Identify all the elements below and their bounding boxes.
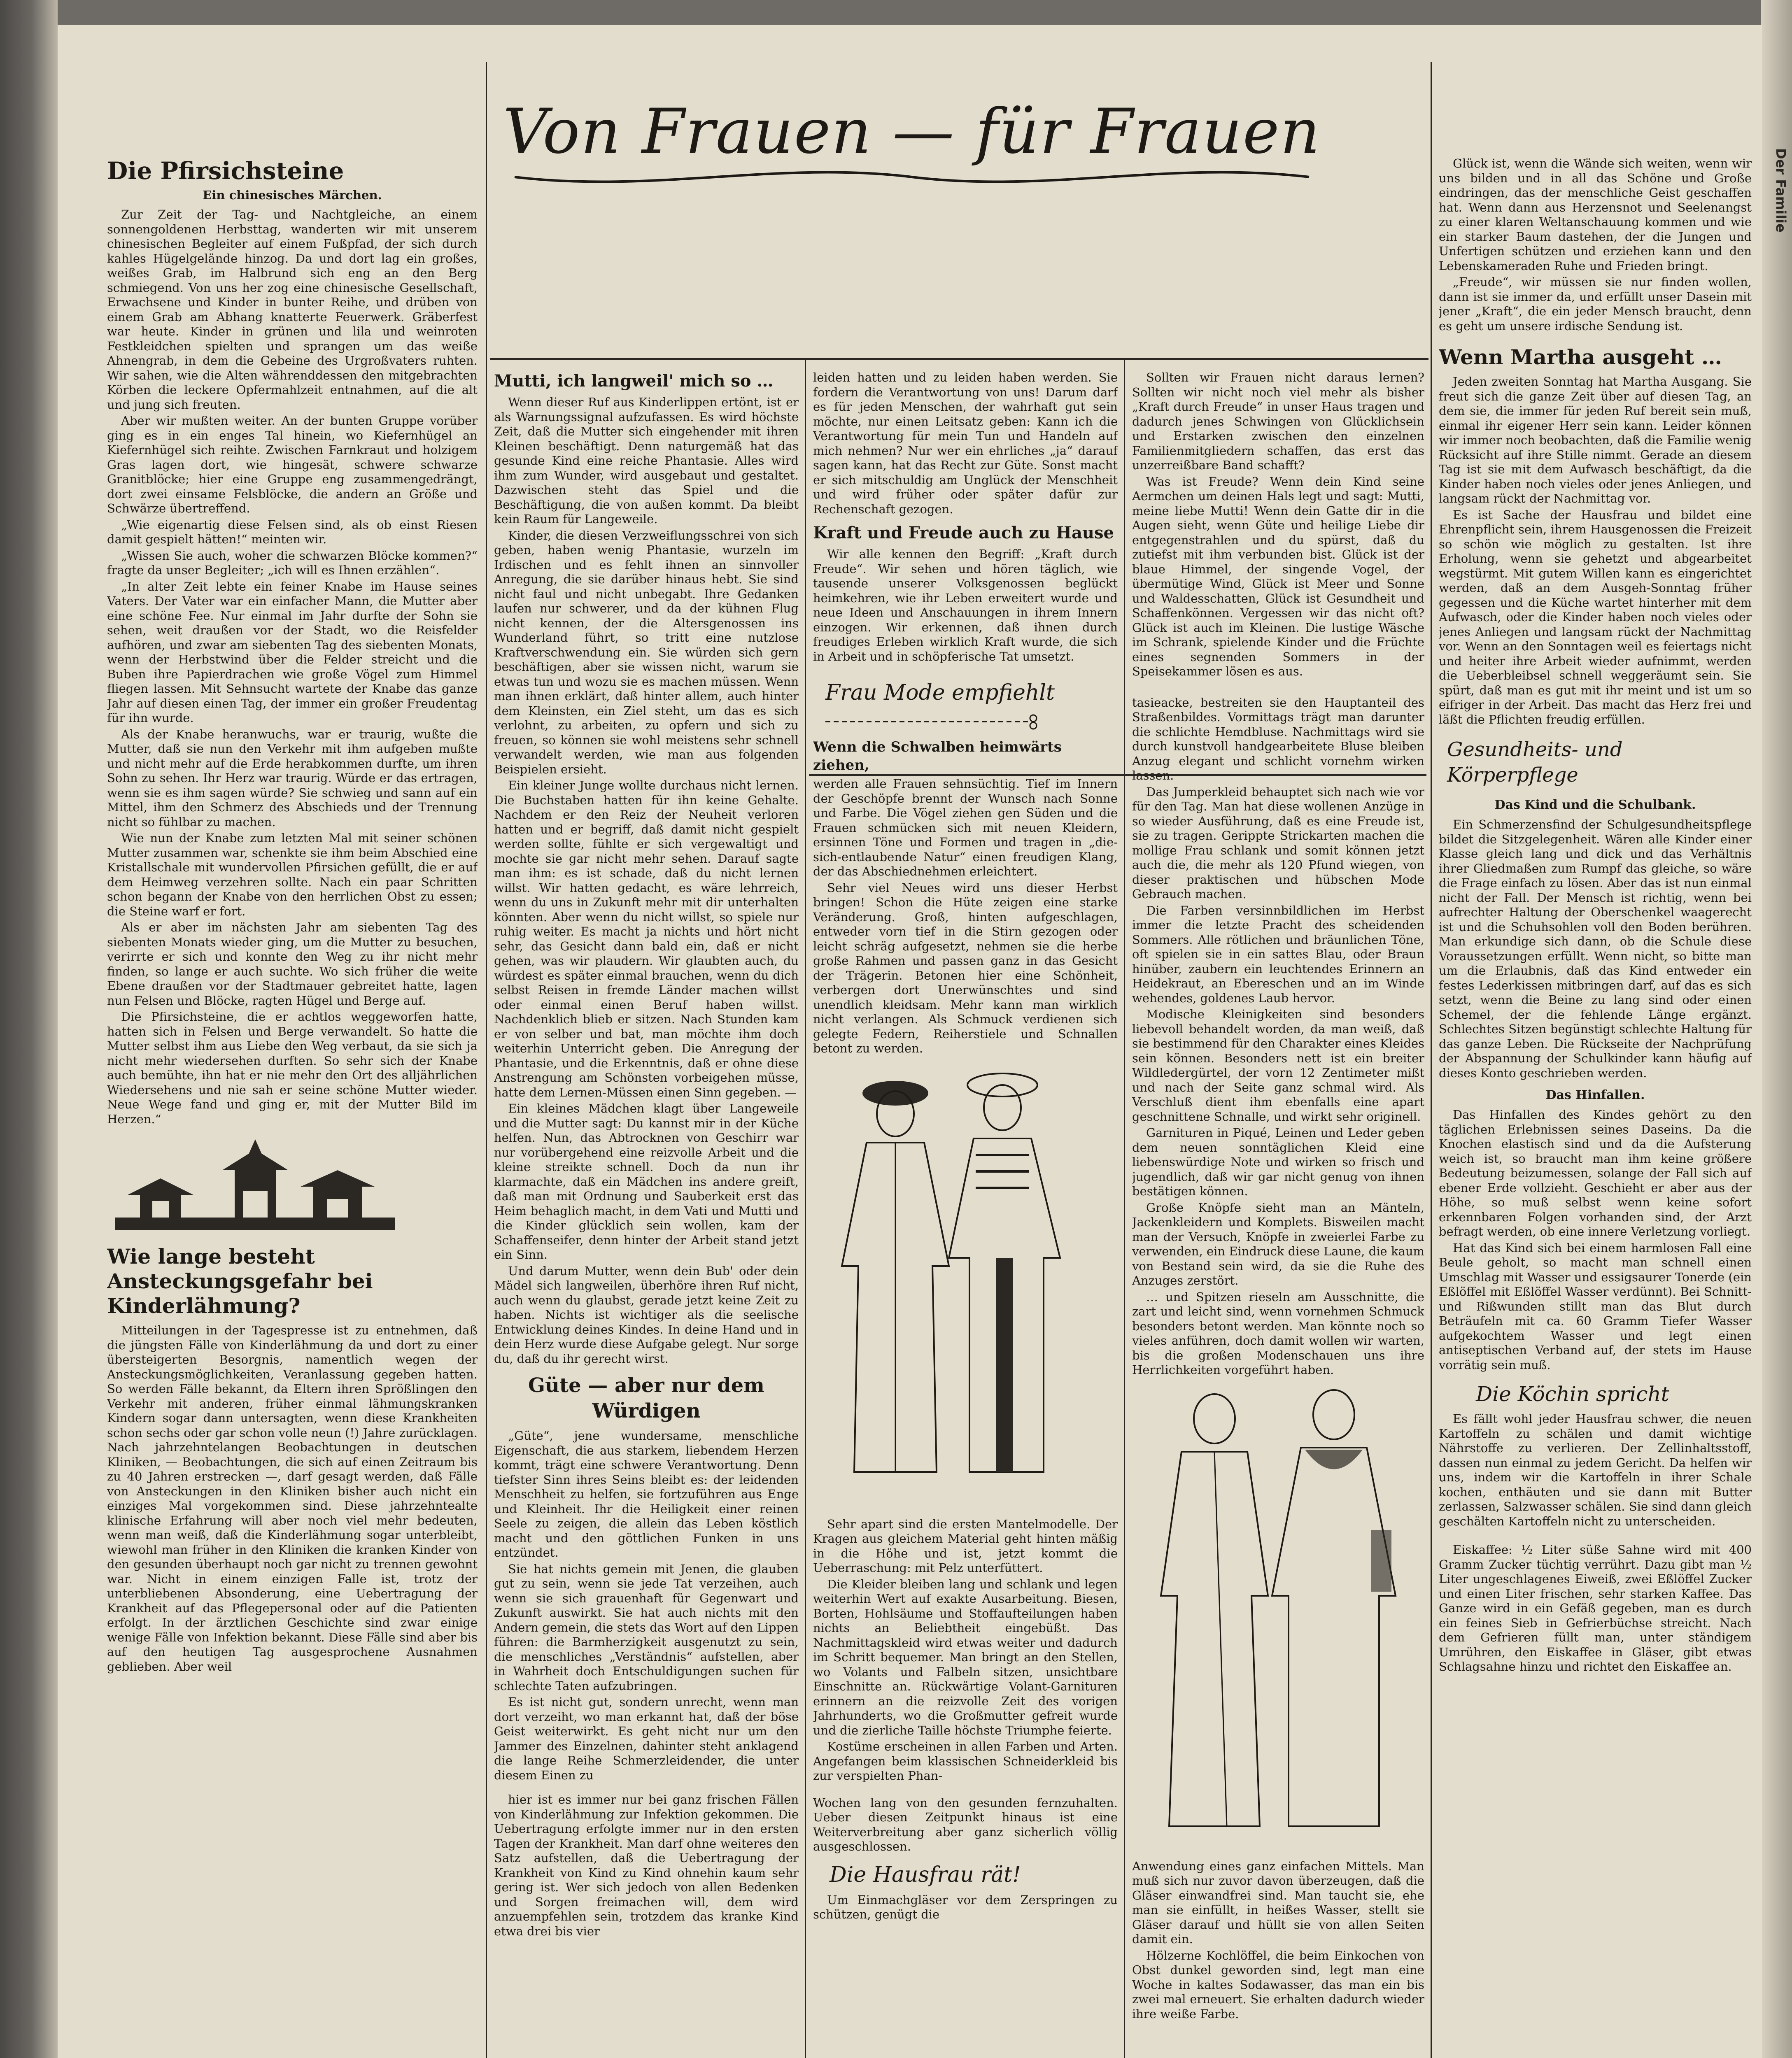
paragraph: „Güte“, jene wundersame, menschliche Eigenschaft, die aus starkem, liebendem Herzen kommt, trägt eine schwere Verantwortung. Denn tiefster Sinn ihres Seins bleibt es: der leidenden Menschheit zu helfen, sie fortzuführen aus Enge und Kleinheit. Ihr die Heiligkeit einer reinen Seele zu zeigen, die allein das Leben köstlich macht und den göttlichen Funken in uns entzündet.	[494, 1429, 799, 1560]
ornament-label: Gesundheits- und Körperpflege	[1447, 738, 1623, 787]
article-title: Mutti, ich langweil' mich so …	[494, 371, 774, 391]
paragraph: … und Spitzen rieseln am Ausschnitte, die zart und leicht sind, wenn vornehmen Schmuck besonders betont werden. Man könnte noch so vieles anführen, doch damit wollen wir warten, bis die großen Modenschauen uns ihre Herrlichkeiten vorgeführt haben.	[1132, 1290, 1424, 1377]
paragraph: Es ist Sache der Hausfrau und bildet eine Ehrenpflicht sein, ihrem Hausgenossen die Freizeit so schön wie möglich zu gestalten. Ist ihre Erholung, wenn sie gehetzt und abgearbeitet wegstürmt. Mit gutem Willen kann es eingerichtet werden, daß an dem Ausgeh-Sonntag früher gegessen und die Küche wartet hinterher mit dem Aufwasch, oder die Kinder haben noch vieles oder jenes Anliegen und langsam rückt der Nachmittag vor. Wenn an den Sonntagen weil es feiertags nicht und heiter ihre Arbeit wieder aufnimmt, werden die Ueberbleibsel schnell weggeräumt sein. Sie spürt, daß man es gut mit ihr meint und ist um so eifriger in der Arbeit. Das macht das Herz frei und läßt die Pflichten freudig erfüllen.	[1439, 508, 1752, 726]
paragraph: Hat das Kind sich bei einem harmlosen Fall eine Beule geholt, so macht man schnell einen Umschlag mit Wasser und essigsaurer Tonerde (ein Eßlöffel mit Eßlöffel Wasser verdünnt). Bei Schnitt- und Rißwunden stillt man das Blut durch Beträufeln mit ca. 60 Gramm Tiefer Wasser aufgekochtem Wasser und legt einen antiseptischen Verband auf, der stets im Hause vorrätig sein muß.	[1439, 1241, 1752, 1372]
article-title: Güte — aber nur dem Würdigen	[528, 1374, 764, 1422]
paragraph: Wir alle kennen den Begriff: „Kraft durch Freude“. Wir sehen und hören täglich, wie tausende unserer Volksgenossen beglückt heimkehren, wie ihr Leben erweitert wurde und neue Ideen und Anschauungen in ihrem Innern einzogen. Wir erkennen, daß ihnen durch freudiges Erleben wirklich Kraft wurde, die sich in Arbeit und in schöpferische Tat umsetzt.	[813, 547, 1118, 663]
column-4	[1132, 370, 1424, 2058]
fashion-illustration-coats	[1132, 1382, 1424, 1847]
paragraph: Was ist Freude? Wenn dein Kind seine Aermchen um deinen Hals legt und sagt: Mutti, meine liebe Mutti! Wenn dein Gatte dir in die Augen sieht, wenn Güte und heilige Liebe dir entgegenstrahlen und du spürst, daß du zutiefst mit ihm verbunden bist. Glück ist der blaue Himmel, der singende Vogel, der übermütige Wind, Glück ist Meer und Sonne und Waldesschatten, Glück ist Gesundheit und Schaffenkönnen. Vergessen wir das nicht oft? Glück ist auch im Kleinen. Die lustige Wäsche im Schrank, spielende Kinder und die Früchte eines segnenden Sommers in der Speisekammer lösen es aus.	[1132, 474, 1424, 678]
paragraph: werden alle Frauen sehnsüchtig. Tief im Innern der Geschöpfe brennt der Wunsch nach Sonne und Farbe. Die Vögel ziehen gen Süden und die Frauen schmücken sich mit neuen Kleidern, ersinnen Töne und Formen und tragen in „die-sich-entlaubende Natur“ einen freudigen Klang, der das Abschiednehmen erleichtert.	[813, 777, 1118, 878]
article-title: Wenn die Schwalben heimwärts ziehen,	[813, 739, 1062, 773]
column-5	[1439, 156, 1752, 2058]
paragraph: Sehr viel Neues wird uns dieser Herbst bringen! Schon die Hüte zeigen eine starke Veränderung. Groß, hinten aufgeschlagen, entweder vorn tief in die Stirn gezogen oder leicht schräg aufgesetzt, nehmen sie die herbe große Rahmen und passen ganz in das Gesicht der Trägerin. Betonen hier eine Schönheit, verbergen dort Unerwünschtes und sind unendlich kleidsam. Mehr kann man wirklich nicht verlangen. Als Schmuck verdienen sich gelegte Federn, Reiherstiele und Schnallen betont zu werden.	[813, 880, 1118, 1055]
paragraph: „Freude“, wir müssen sie nur finden wollen, dann ist sie immer da, und erfüllt unser Dasein mit jener „Kraft“, die ein jeder Mensch braucht, denn es geht um unsere irdische Sendung ist.	[1439, 275, 1752, 333]
right-margin-text: Der Familie	[1773, 148, 1789, 233]
column-rule	[1431, 62, 1432, 2058]
paragraph: Wie nun der Knabe zum letzten Mal mit seiner schönen Mutter zusammen war, schenkte sie ihm beim Abschied eine Kristallschale mit wundervollen Pfirsichen gefüllt, die er auf dem Heimweg verzehren sollte. Nach ein paar Schritten schon begann der Knabe von den herrlichen Obst zu essen; die Steine warf er fort.	[107, 831, 478, 918]
column-rule	[486, 62, 487, 2058]
article-title: Die Pfirsichsteine	[107, 157, 344, 185]
ornament-label: Die Hausfrau rät!	[830, 1862, 1021, 1887]
paragraph: Glück ist, wenn die Wände sich weiten, wenn wir uns bilden und in all das Schöne und Große eindringen, das der menschliche Geist geschaffen hat. Wenn dann aus Herzensnot und Seelenangst zu einer klaren Weltanschauung kommen und wie ein starker Baum dastehen, der die Jungen und Unfertigen schützen und erziehen kann und den Lebenskameraden Ruhe und Frieden bringt.	[1439, 156, 1752, 273]
article-title: Wenn Martha ausgeht …	[1439, 345, 1722, 369]
paragraph: „Wissen Sie auch, woher die schwarzen Blöcke kommen?“ fragte da unser Begleiter; „ich will es Ihnen erzählen“.	[107, 548, 478, 577]
article-subtitle: Das Kind und die Schulbank.	[1494, 798, 1696, 812]
article-subtitle: Das Hinfallen.	[1545, 1088, 1645, 1102]
banner-flourish	[490, 165, 1334, 189]
ornament-label: Frau Mode empfiehlt	[825, 680, 1055, 705]
paragraph: Es fällt wohl jeder Hausfrau schwer, die neuen Kartoffeln zu schälen und damit wichtige Nährstoffe zu verlieren. Der Zellinhaltsstoff, dassen nun einmal zu jedem Gericht. Da helfen wir uns, indem wir die Kartoffeln in ihrer Schale kochen, enthäuten und sie dann mit Butter zerlassen, Salzwasser schälen. Sie sind dann gleich geschälten Kartoffeln nicht zu unterscheiden.	[1439, 1412, 1752, 1528]
paragraph: tasieacke, bestreiten sie den Hauptanteil des Straßenbildes. Vormittags trägt man darunter die schlichte Hemdbluse. Nachmittags wird sie durch kunstvoll handgearbeitete Bluse bleiben Anzug elegant und schlicht vornehm wirken lassen.	[1132, 695, 1424, 782]
health-ornament	[1447, 737, 1752, 790]
fashion-ornament	[825, 680, 1118, 734]
column-2	[494, 370, 799, 2058]
paragraph: Kostüme erscheinen in allen Farben und Arten. Angefangen beim klassischen Schneiderkleid bis zur verspielten Phan-	[813, 1739, 1118, 1783]
paragraph: Es ist nicht gut, sondern unrecht, wenn man dort verzeiht, wo man erkannt hat, daß der böse Geist weiterwirkt. Es geht nicht nur um den Jammer des Einzelnen, dahinter steht anklagend die lange Reihe Schmerzleidender, die unter diesem Einen zu	[494, 1695, 799, 1782]
page-stack-edge	[1761, 0, 1792, 2058]
paragraph: Die Kleider bleiben lang und schlank und legen weiterhin Wert auf exakte Ausarbeitung. Biesen, Borten, Hohlsäume und Stoffaufteilungen haben nichts an Beliebtheit eingebüßt. Das Nachmittagskleid wird etwas weiter und dadurch im Schritt bequemer. Man bringt an den Stellen, wo Volants und Falbeln sitzen, unsichtbare Einschnitte an. Rückwärtige Volant-Garnituren erinnern an die reizvolle Zeit des vorigen Jahrhunderts, wo die Großmutter gefreit wurde und die zierliche Taille höchste Triumphe feierte.	[813, 1577, 1118, 1737]
housewife-ornament	[830, 1862, 1118, 1887]
paragraph: Eiskaffee: ½ Liter süße Sahne wird mit 400 Gramm Zucker tüchtig verrührt. Dazu gibt man ½ Liter ungeschlagenes Eiweiß, zwei Eßlöffel Zucker und einen Liter frischen, sehr starken Kaffee. Das Ganze wird in ein Gefäß gegeben, man es durch ein feines Sieb in Gefrierbüchse streicht. Nach dem Gefrieren füllt man, unter ständigem Umrühren, den Eiskaffee in Gläser, gibt etwas Schlagsahne hinzu und richtet den Eiskaffee an.	[1439, 1543, 1752, 1674]
pagoda-illustration	[115, 1133, 395, 1236]
paragraph: Anwendung eines ganz einfachen Mittels. Man muß sich nur zuvor davon überzeugen, daß die Gläser einwandfrei sind. Man taucht sie, ehe man sie einfüllt, in heißes Wasser, stellt sie Gläser darauf und hüllt sie von allen Seiten damit ein.	[1132, 1859, 1424, 1946]
paragraph: Als er aber im nächsten Jahr am siebenten Tag des siebenten Monats wieder ging, um die Mutter zu besuchen, verirrte er sich und konnte den Weg zu ihr nicht mehr finden, so lange er auch suchte. Wo sich früher die weite Ebene draußen vor der Stadtmauer gebreitet hatte, lagen nun Felsen und Blöcke, ragten Hügel und Berge auf.	[107, 920, 478, 1008]
paragraph: Ein Schmerzensfind der Schulgesundheitspflege bildet die Sitzgelegenheit. Wären alle Kinder einer Klasse gleich lang und dick und das Verhältnis ihrer Gliedmaßen zum Rumpf das gleiche, so wäre die Frage einfach zu lösen. Aber das ist nun einmal nicht der Fall. Der Mensch ist richtig, wenn bei aufrechter Haltung der Oberschenkel waagerecht ist und die Schuhsohlen voll den Boden berühren. Man erkundige sich dann, ob die Schule diese Voraussetzungen erfüllt. Wenn nicht, so bitte man um die Erlaubnis, daß das Kind entweder ein festes Lederkissen mitbringen darf, auf das es sich setzt, wenn die Beine zu lang sind oder einen Schemel, der die fehlende Länge ergänzt. Schlechtes Sitzen begünstigt schlechte Haltung für das ganze Leben. Die Rückseite der Nachprüfung der Abspannung der Schulkinder kann häufig auf dieses Konto geschrieben werden.	[1439, 817, 1752, 1080]
paragraph: Die Farben versinnbildlichen im Herbst immer die letzte Pracht des scheidenden Sommers. Alle rötlichen und bräunlichen Töne, oft spielen sie in ein sattes Blau, oder Braun hinüber, zaubern ein leuchtendes Erinnern an Heidekraut, an Ebereschen und an im Winde wehendes, goldenes Laub hervor.	[1132, 903, 1424, 1005]
paragraph: Das Jumperkleid behauptet sich nach wie vor für den Tag. Man hat diese wollenen Anzüge in so wieder Ausführung, daß es eine Freude ist, sie zu tragen. Gerippte Strickarten machen die mollige Frau schlank und somit können jetzt auch die, die mehr als 120 Pfund wiegen, von dieser praktischen und hübschen Mode Gebrauch machen.	[1132, 785, 1424, 901]
paragraph: Kinder, die diesen Verzweiflungsschrei von sich geben, haben wenig Phantasie, wurzeln im Irdischen und es fehlt ihnen an sinnvoller Anregung, die sie darüber hinaus hebt. Sie sind nicht faul und nicht unbegabt. Ihre Gedanken laufen nur schwerer, und da der kühnen Flug nicht kennen, der die Altersgenossen ins Wunderland führt, so tritt eine nutzlose Kraftverschwendung ein. Sie würden sich gern beschäftigen, aber sie wissen nicht, warum sie etwas tun und wozu sie es machen müssen. Wenn man ihnen erklärt, daß hinter allem, auch hinter dem Kleinsten, ein Ziel steht, um das es sich verlohnt, zu arbeiten, zu opfern und sich zu freuen, so können sie wohl meistens sehr schnell verwandelt werden, wie man aus folgenden Beispielen ersieht.	[494, 528, 799, 776]
book-binding-edge	[0, 0, 58, 2058]
paragraph: Sehr apart sind die ersten Mantelmodelle. Der Kragen aus gleichem Material geht hinten mäßig in die Höhe und ist, jetzt kommt die Ueberraschung: mit Pelz unterfüttert.	[813, 1517, 1118, 1575]
paragraph: „In alter Zeit lebte ein feiner Knabe im Hause seines Vaters. Der Vater war ein einfacher Mann, die Mutter aber eine schöne Fee. Nur einmal im Jahr durfte der Sohn sie sehen, weit draußen vor der Stadt, wo die Reisfelder aufhören, und zwar am siebenten Tag des siebenten Monats, wenn der Herbstwind über die Felder streicht und die Buben ihre Papierdrachen wie große Vögel zum Himmel fliegen lassen. Mit Sehnsucht wartete der Knabe das ganze Jahr auf diesen einen Tag, der immer ein großer Freudentag für ihn wurde.	[107, 579, 478, 725]
banner-title-text: Von Frauen — für Frauen	[503, 96, 1321, 168]
paragraph: „Wie eigenartig diese Felsen sind, als ob einst Riesen damit gespielt hätten!“ meinten wir.	[107, 517, 478, 546]
newspaper-page	[58, 25, 1762, 2058]
paragraph: Jeden zweiten Sonntag hat Martha Ausgang. Sie freut sich die ganze Zeit über auf diesen Tag, an dem sie, die immer für jeden Ruf bereit sein muß, einmal ihr eigener Herr sein kann. Leider können wir immer noch beobachten, daß die Familie wenig Rücksicht auf ihre Stille nimmt. Gerade an diesem Tag ist sie mit dem Aufwasch beschäftigt, da die Kinder haben noch vieles oder jenes Anliegen, und langsam rückt der Nachmittag vor.	[1439, 375, 1752, 505]
banner-title	[490, 91, 1334, 189]
paragraph: Hölzerne Kochlöffel, die beim Einkochen von Obst dunkel geworden sind, legt man eine Woche in kaltes Sodawasser, das man ein bis zwei mal erneuert. Sie erhalten dadurch wieder ihre weiße Farbe.	[1132, 1948, 1424, 2021]
fashion-illustration-dresses	[813, 1060, 1118, 1513]
ornament-label: Die Köchin spricht	[1476, 1382, 1669, 1406]
column-1	[107, 156, 478, 2058]
paragraph: Das Hinfallen des Kindes gehört zu den täglichen Erlebnissen seines Daseins. Da die Knochen elastisch sind und da die Aufsterung weich ist, so braucht man ihm keine größere Bedeutung beizumessen, solange der Fall sich auf ebener Erde vollzieht. Geschieht er aber aus der Höhe, so muß selbst wenn keine sofort erkennbaren Folgen vorhanden sind, der Arzt befragt werden, ob eine innere Verletzung vorliegt.	[1439, 1108, 1752, 1239]
paragraph: hier ist es immer nur bei ganz frischen Fällen von Kinderlähmung zur Infektion gekommen. Die Uebertragung erfolgte immer nur in den ersten Tagen der Krankheit. Man darf ohne weiteres den Satz aufstellen, daß die Uebertragung der Krankheit von Kind zu Kind ohnehin kaum sehr gering ist. Wer sich jedoch von allen Bedenken und Sorgen freimachen will, dem wird anzuempfehlen sein, trotzdem das kranke Kind etwa drei bis vier	[494, 1793, 799, 1938]
paragraph: Sollten wir Frauen nicht daraus lernen? Sollten wir nicht noch viel mehr als bisher „Kraft durch Freude“ in unser Haus tragen und dadurch jenes Schwingen von Glücklichsein und Erstarken zwischen den einzelnen Familienmitgliedern schaffen, das erst das unzerreißbare Band schafft?	[1132, 370, 1424, 472]
paragraph: Zur Zeit der Tag- und Nachtgleiche, an einem sonnengoldenen Herbsttag, wanderten wir mit unserem chinesischen Begleiter auf einem Fußpfad, der sich durch kahles Hügelgelände hinzog. Da und dort lag ein großes, weißes Grab, im Halbrund sich eng an den Berg schmiegend. Von uns her zog eine chinesische Gesellschaft, Erwachsene und Kinder in bunter Reihe, und drüben von einem Grab am Abhang knatterte Feuerwerk. Gräberfest war heute. Kinder in grünen und lila und weinroten Festkleidchen spielten und sprangen um das weiße Ahnengrab, in dem die Gebeine des Urgroßvaters ruhten. Wir sahen, wie die Alten währenddessen den mitgebrachten Körben die leckere Opfermahlzeit entnahmen, auf die alt und jung sich freuten.	[107, 207, 478, 412]
paragraph: leiden hatten und zu leiden haben werden. Sie fordern die Verantwortung von uns! Darum darf es für jeden Menschen, der wahrhaft gut sein möchte, nur einen Leitsatz geben: Kann ich die Verantwortung für mein Tun und Handeln auf mich nehmen? Nur wer ein ehrliches „ja“ darauf sagen kann, hat das Recht zur Güte. Sonst macht er sich mitschuldig am Unglück der Menschheit und wird früher oder später dafür zur Rechenschaft gezogen.	[813, 370, 1118, 516]
paragraph: Um Einmachgläser vor dem Zerspringen zu schützen, genügt die	[813, 1893, 1118, 1921]
column-rule	[805, 358, 806, 2058]
paragraph: Ein kleiner Junge wollte durchaus nicht lernen. Die Buchstaben hatten für ihn keine Gehalte. Nachdem er den Reiz der Neuheit verloren hatten und er begriff, daß damit nicht gespielt werden sollte, fühlte er sich vergewaltigt und mochte sie gar nicht mehr sehen. Darauf sagte man ihm: es ist schade, daß du nicht lernen willst. Wir hatten gedacht, es wäre lehrreich, wenn du uns in Zukunft mehr mit dir unterhalten könnten. Aber wenn du nicht willst, so spiele nur ruhig weiter. Es macht ja nichts und hört nicht sehr, das Gesicht dann bald ein, daß er nicht gehen, was wir plaudern. Wir glaubten auch, du würdest es später einmal brauchen, wenn du dich selbst Reisen in fremde Länder machen willst oder einmal einen Beruf haben willst. Nachdenklich blieb er sitzen. Nach Stunden kam er von selber und bat, man möchte ihm doch weiterhin Unterricht geben. Die Anregung der Phantasie, und die Erkenntnis, daß er ohne diese Anstrengung am Schönsten vorbeigehen müsse, hatte dem Lernen-Müssen einen Sinn gegeben. —	[494, 778, 799, 1099]
paragraph: Garnituren in Piqué, Leinen und Leder geben dem neuen sonntäglichen Kleid eine liebenswürdige Note und wirken so frisch und jugendlich, daß wir gar nicht genug von ihnen bestätigen können.	[1132, 1126, 1424, 1198]
scissors-icon	[825, 713, 1039, 730]
article-title: Kraft und Freude auch zu Hause	[813, 523, 1114, 542]
paragraph: Wenn dieser Ruf aus Kinderlippen ertönt, ist er als Warnungssignal aufzufassen. Es wird höchste Zeit, daß die Mutter sich eingehender mit ihren Kleinen beschäftigt. Denn naturgemäß hat das gesunde Kind eine reiche Phantasie. Alles wird ihm zum Wunder, wird ausgebaut und gestaltet. Dazwischen steht das Spiel und die Beschäftigung, die von außen kommt. Da bleibt kein Raum für Langeweile.	[494, 395, 799, 526]
paragraph: Die Pfirsichsteine, die er achtlos weggeworfen hatte, hatten sich in Felsen und Berge verwandelt. So hatte die Mutter selbst ihm aus Liebe den Weg verbaut, da sie sich ja nicht mehr wiedersehen durften. So sehr sich der Knabe auch bemühte, ihn hat er nie mehr den Ort des alljährlichen Wiedersehens und nie sah er seine schöne Mutter wieder. Neue Wege fand und ging er, mit der Mutter Bild im Herzen.“	[107, 1010, 478, 1126]
horizontal-rule	[490, 358, 1428, 360]
paragraph: Sie hat nichts gemein mit Jenen, die glauben gut zu sein, wenn sie jede Tat verzeihen, auch wenn sie sich grauenhaft für Gegenwart und Zukunft auswirkt. Sie hat auch nichts mit den Andern gemein, die stets das Wort auf den Lippen führen: die Barmherzigkeit ausgenutzt zu sein, die menschliches „Verständnis“ aufstellen, aber in Wahrheit doch Entschuldigungen suchen für schlechte Taten aufzubringen.	[494, 1562, 799, 1693]
paragraph: Mitteilungen in der Tagespresse ist zu entnehmen, daß die jüngsten Fälle von Kinderlähmung da und dort zu einer übersteigerten Besorgnis, namentlich wegen der Ansteckungsmöglichkeiten, Veranlassung gegeben hatten. So werden Fälle bekannt, da Eltern ihren Sprößlingen den Verkehr mit anderen, früher einmal lähmungskranken Kindern sogar dann untersagten, wenn diese Krankheiten schon sechs oder gar schon volle neun (!) Jahre zurücklagen. Nach jahrzehntelangen Beobachtungen in deutschen Kliniken, — Beobachtungen, die sich auf einen Zeitraum bis zu 40 Jahren erstrecken —, darf gesagt werden, daß Fälle von Ansteckungen in den Kliniken bisher auch nicht ein einziges Mal vorgekommen sind. Diese jahrzehntealte klinische Erfahrung will aber noch viel mehr bedeuten, wenn man weiß, daß die Kinderlähmung sogar unterbleibt, wiewohl man früher in den Kliniken die kranken Kinder von den gesunden überhaupt noch gar nicht zu trennen gewohnt war. Nicht in einem einzigen Falle ist, trotz der unterbliebenen Absonderung, eine Uebertragung der Krankheit auf das Pflegepersonal oder auf die Patienten erfolgt. In der ärztlichen Geschichte sind zwar einige wenige Fälle von Infektion bekannt. Diese Fälle sind aber bis auf den heutigen Tag ausgesprochene Ausnahmen geblieben. Aber weil	[107, 1323, 478, 1674]
article-subtitle: Ein chinesisches Märchen.	[203, 188, 382, 202]
paragraph: Modische Kleinigkeiten sind besonders liebevoll behandelt worden, da man weiß, daß sie bestimmend für den Charakter eines Kleides sein können. Besonders nett ist ein breiter Wildledergürtel, der vorn 12 Zentimeter mißt und nach der Seite ganz schmal wird. Als Verschluß dient ihm ebenfalls eine apart geschnittene Schnalle, und wirkt sehr originell.	[1132, 1007, 1424, 1124]
paragraph: Und darum Mutter, wenn dein Bub' oder dein Mädel sich langweilen, überhöre ihren Ruf nicht, auch wenn du glaubst, gerade jetzt keine Zeit zu haben. Nichts ist wichtiger als die seelische Entwicklung deines Kindes. In deine Hand und in dein Herz wurde diese Aufgabe gelegt. Nur sorge du, daß du ihr gerecht wirst.	[494, 1264, 799, 1366]
paragraph: Als der Knabe heranwuchs, war er traurig, wußte die Mutter, daß sie nun den Verkehr mit ihm aufgeben mußte und nicht mehr auf die Erde herabkommen durfte, um ihren Sohn zu sehen. Ihr Herz war traurig. Würde er das ertragen, wenn sie es ihm sagen würde? Sie schwieg und sann auf ein Mittel, ihm den Schmerz des Abschieds und der Trennung nicht so fühlbar zu machen.	[107, 727, 478, 829]
paragraph: Große Knöpfe sieht man an Mänteln, Jackenkleidern und Komplets. Bisweilen macht man der Versuch, Knöpfe in zweierlei Farbe zu verwenden, ein Eindruck diese Laune, die kaum von Bestand sein wird, da sie die Ruhe des Anzuges zerstört.	[1132, 1200, 1424, 1287]
column-3	[813, 370, 1118, 2058]
paragraph: Aber wir mußten weiter. An der bunten Gruppe vorüber ging es in ein enges Tal hinein, wo Kiefernhügel an Kiefernhügel sich reihte. Zwischen Farnkraut und holzigem Gras lagen dort, wie hingesät, schwere schwarze Granitblöcke; hier eine Gruppe eng zusammengedrängt, dort zwei einsame Felsblöcke, die andern an Größe und Schwärze übertreffend.	[107, 414, 478, 515]
article-title: Wie lange besteht Ansteckungsgefahr bei Kinderlähmung?	[107, 1244, 373, 1318]
column-rule	[1124, 358, 1125, 2058]
cook-ornament	[1476, 1382, 1752, 1406]
paragraph: Ein kleines Mädchen klagt über Langeweile und die Mutter sagt: Du kannst mir in der Küche helfen. Nun, das Abtrocknen von Geschirr war nur vorübergehend eine reizvolle Arbeit und die kleine streikte schnell. Doch da nun ihr klarmachte, daß ein Mädchen ins andere greift, daß man mit Ordnung und Sauberkeit erst das Heim behaglich macht, in dem Vati und Mutti und die Kinder glücklich sein wollen, kam der Schaffenseifer, denn hinter der Arbeit stand jetzt ein Sinn.	[494, 1101, 799, 1262]
paragraph: Wochen lang von den gesunden fernzuhalten. Ueber diesen Zeitpunkt hinaus ist eine Weiterverbreitung aber ganz sicherlich völlig ausgeschlossen.	[813, 1795, 1118, 1853]
